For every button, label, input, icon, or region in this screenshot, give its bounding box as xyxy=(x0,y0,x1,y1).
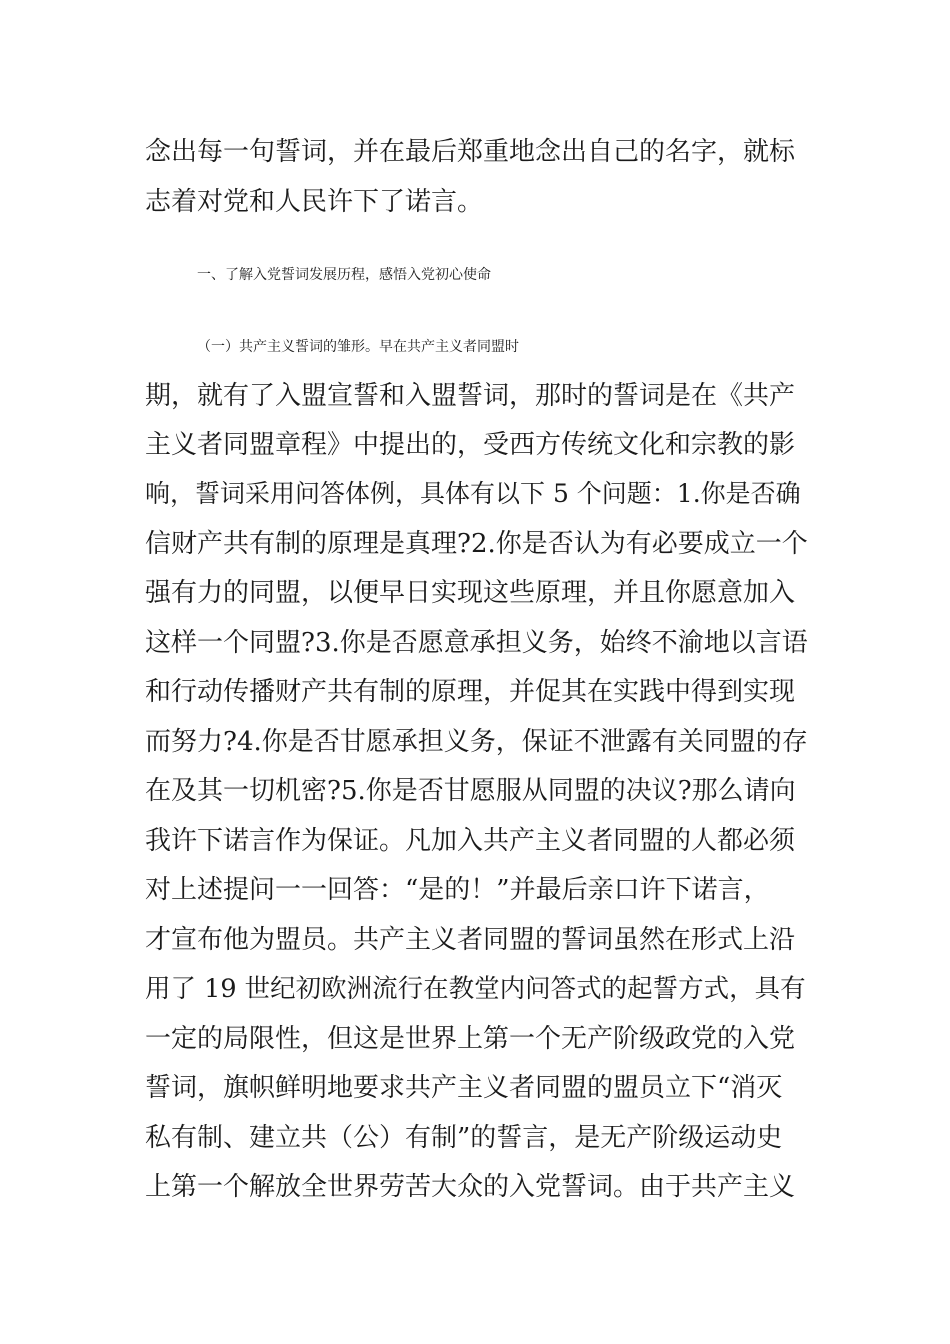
paragraph-line: 用了 19 世纪初欧洲流行在教堂内问答式的起誓方式，具有 xyxy=(145,974,806,1004)
paragraph-line: 而努力?4.你是否甘愿承担义务，保证不泄露有关同盟的存 xyxy=(145,727,808,757)
paragraph-line: 信财产共有制的原理是真理?2.你是否认为有必要成立一个 xyxy=(145,529,808,559)
paragraph-line: 对上述提问一一回答：“是的！”并最后亲口许下诺言， xyxy=(145,875,770,905)
paragraph-line: 念出每一句誓词，并在最后郑重地念出自己的名字，就标 xyxy=(145,137,796,167)
section-heading: 一、了解入党誓词发展历程，感悟入党初心使命 xyxy=(197,267,491,283)
paragraph-line: 上第一个解放全世界劳苦大众的入党誓词。由于共产主义 xyxy=(145,1172,796,1202)
paragraph-line: 强有力的同盟，以便早日实现这些原理，并且你愿意加入 xyxy=(145,578,796,608)
paragraph-line: 在及其一切机密?5.你是否甘愿服从同盟的决议?那么请向 xyxy=(145,776,796,806)
paragraph-line: 才宣布他为盟员。共产主义者同盟的誓词虽然在形式上沿 xyxy=(145,925,796,955)
subsection-heading-line: （一）共产主义誓词的雏形。早在共产主义者同盟时 xyxy=(197,339,519,355)
paragraph-line: 誓词，旗帜鲜明地要求共产主义者同盟的盟员立下“消灭 xyxy=(145,1073,783,1103)
paragraph-line: 我许下诺言作为保证。凡加入共产主义者同盟的人都必须 xyxy=(145,826,796,856)
paragraph-line: 志着对党和人民许下了诺言。 xyxy=(145,187,484,217)
paragraph-line: 和行动传播财产共有制的原理，并促其在实践中得到实现 xyxy=(145,677,796,707)
paragraph-line: 这样一个同盟?3.你是否愿意承担义务，始终不渝地以言语 xyxy=(145,628,808,658)
paragraph-line: 私有制、建立共（公）有制”的誓言，是无产阶级运动史 xyxy=(145,1123,783,1153)
paragraph-line: 主义者同盟章程》中提出的，受西方传统文化和宗教的影 xyxy=(145,430,796,460)
paragraph-line: 期，就有了入盟宣誓和入盟誓词，那时的誓词是在《共产 xyxy=(145,381,796,411)
paragraph-line: 响，誓词采用问答体例，具体有以下 5 个问题：1.你是否确 xyxy=(145,479,801,508)
paragraph-line: 一定的局限性，但这是世界上第一个无产阶级政党的入党 xyxy=(145,1024,796,1054)
